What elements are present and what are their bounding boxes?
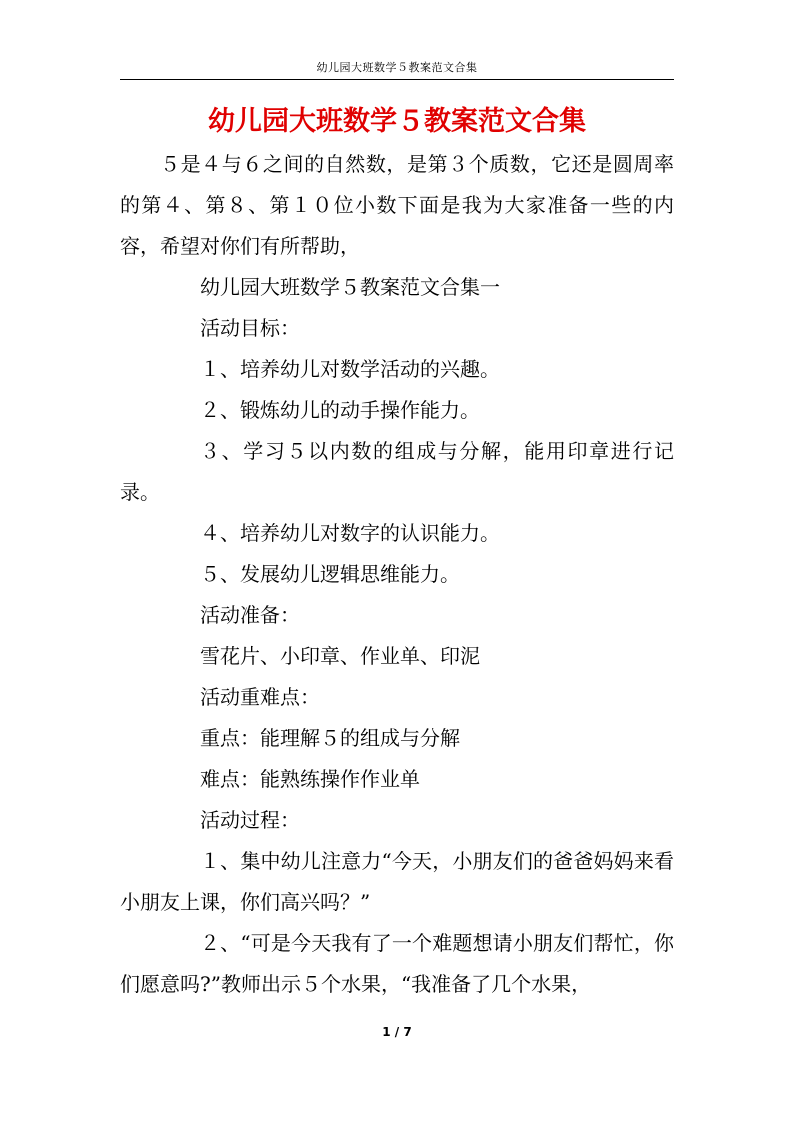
process-heading: 活动过程： [200, 808, 300, 832]
prep-heading: 活动准备： [200, 603, 300, 627]
document-body [120, 144, 674, 1005]
prep-items: 雪花片、小印章、作业单、印泥 [200, 644, 480, 668]
goal-item: ２、锻炼幼儿的动手操作能力。 [200, 398, 480, 422]
goal-item: １、培养幼儿对数学活动的兴趣。 [200, 357, 500, 381]
goals-heading: 活动目标： [200, 316, 300, 340]
intro-paragraph: ５是４与６之间的自然数，是第３个质数，它还是圆周率的第４、第８、第１０位小数下面是我为大家准备一些的内容，希望对你们有所帮助， [120, 152, 674, 258]
process-step: １、集中幼儿注意力“今天，小朋友们的爸爸妈妈来看小朋友上课，你们高兴吗？” [120, 849, 674, 914]
goal-item: ５、发展幼儿逻辑思维能力。 [200, 562, 460, 586]
document-title: 幼儿园大班数学５教案范文合集 [208, 106, 586, 137]
goal-item: ３、学习５以内数的组成与分解，能用印章进行记录。 [120, 439, 674, 504]
page-indicator: 1 / 7 [382, 1025, 412, 1039]
key-heading: 活动重难点： [200, 685, 320, 709]
key-point: 重点：能理解５的组成与分解 [200, 726, 460, 750]
process-step: ２、“可是今天我有了一个难题想请小朋友们帮忙，你们愿意吗?”教师出示５个水果，“我准备了几个水果， [120, 931, 674, 996]
section-title: 幼儿园大班数学５教案范文合集一 [200, 275, 500, 299]
goal-item: ４、培养幼儿对数字的认识能力。 [200, 521, 500, 545]
running-header: 幼儿园大班数学５教案范文合集 [316, 61, 478, 74]
header-divider [120, 79, 674, 80]
difficult-point: 难点：能熟练操作作业单 [200, 767, 420, 791]
